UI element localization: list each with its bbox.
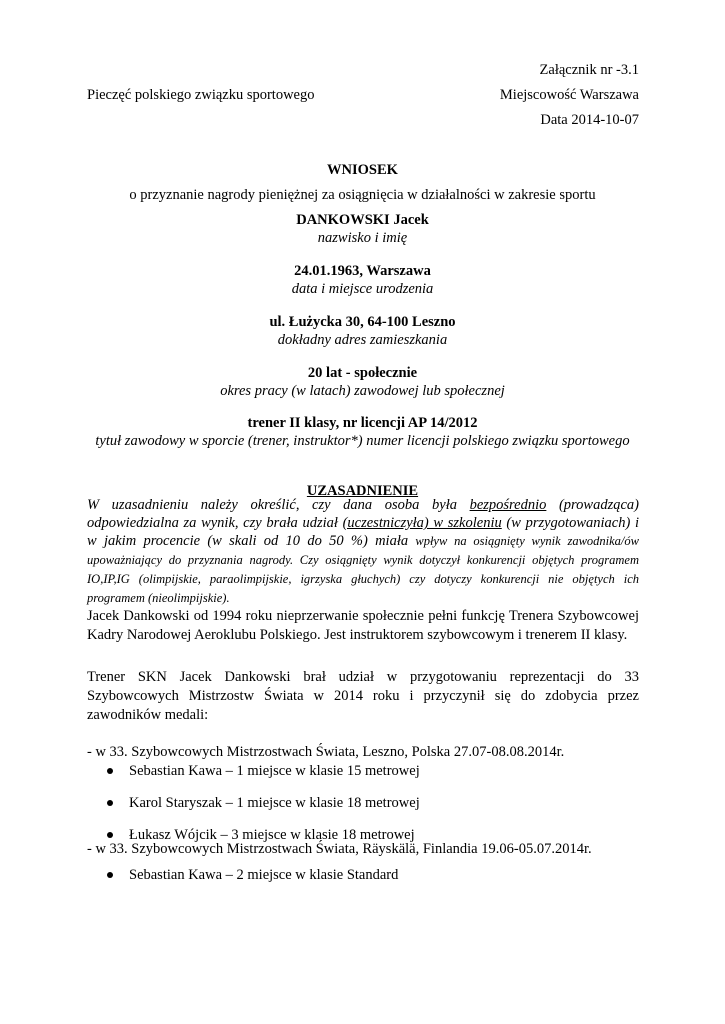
result-text: Karol Staryszak – 1 miejsce w klasie 18 metrowej (129, 795, 420, 811)
event-title: - w 33. Szybowcowych Mistrzostwach Świata, Leszno, Polska 27.07-08.08.2014r. (87, 744, 565, 760)
justification-instructions (87, 496, 639, 608)
field-address-caption: dokładny adres zamieszkania (277, 332, 448, 348)
instruction-directly: bezpośrednio (469, 497, 547, 513)
instruction-text-small: wpływ na osiągnięty wynik zawodnika/ów upoważniający do przyznania nagrody. Czy osiągnięty wynik dotyczył konkurencji objętych programem IO,IP,IG (olimpijskie, paraolimpijskie, igrzyska głuchych) czy dotyczy konkurencji nie objętych ich programem (nieolimpijskie). (87, 534, 639, 605)
field-name-value: DANKOWSKI Jacek (296, 212, 429, 228)
results-list (104, 762, 420, 848)
result-text: Łukasz Wójcik – 3 miejsce w klasie 18 metrowej (129, 827, 415, 843)
event-title: - w 33. Szybowcowych Mistrzostwach Świata, Räyskälä, Finlandia 19.06-05.07.2014r. (87, 841, 592, 857)
justification-heading: UZASADNIENIE (306, 483, 419, 499)
bullet-icon (107, 768, 113, 774)
bullet-icon (107, 872, 113, 878)
field-work-caption: okres pracy (w latach) zawodowej lub społecznej (220, 383, 505, 399)
result-text: Sebastian Kawa – 2 miejsce w klasie Standard (129, 867, 399, 883)
field-title-caption: tytuł zawodowy w sporcie (trener, instruktor*) numer licencji polskiego związku sportowego (95, 433, 630, 449)
bullet-icon (107, 800, 113, 806)
document-subtitle: o przyznanie nagrody pieniężnej za osiągnięcia w działalności w zakresie sportu (129, 187, 596, 203)
field-birth-value: 24.01.1963, Warszawa (294, 263, 431, 279)
list-item (104, 794, 420, 826)
stamp-label: Pieczęć polskiego związku sportowego (87, 87, 315, 103)
instruction-text: (prowadząca) odpowiedzialna za wynik, czy brała udział (87, 497, 639, 531)
instruction-text: (w przygotowaniach) i w jakim procencie (w skali od 10 do 50 %) miała (87, 515, 640, 549)
field-address-value: ul. Łużycka 30, 64-100 Leszno (269, 314, 456, 330)
field-work-value: 20 lat - społecznie (307, 365, 418, 381)
field-name-caption: nazwisko i imię (317, 230, 408, 246)
place-label: Miejscowość Warszawa (499, 87, 639, 103)
result-text: Sebastian Kawa – 1 miejsce w klasie 15 metrowej (129, 763, 420, 779)
list-item (104, 866, 398, 885)
field-birth-caption: data i miejsce urodzenia (291, 281, 434, 297)
instruction-text: W uzasadnieniu należy określić, czy dana osoba była (87, 497, 470, 513)
date-label: Data 2014-10-07 (540, 112, 639, 128)
instruction-training: (uczestniczyła) w szkoleniu (342, 515, 502, 531)
bullet-icon (107, 832, 113, 838)
list-item (104, 762, 420, 794)
justification-paragraph-2: Trener SKN Jacek Dankowski brał udział w przygotowaniu reprezentacji do 33 Szybowcowych Mistrzostw Świata w 2014 roku i przyczynił się do zdobycia przez zawodników medali: (87, 669, 639, 723)
justification-paragraph-1: Jacek Dankowski od 1994 roku nieprzerwanie społecznie pełni funkcję Trenera Szybowcowej Kadry Narodowej Aeroklubu Polskiego. Jest instruktorem szybowcowym i trenerem II klasy. (87, 608, 639, 643)
document-title: WNIOSEK (327, 162, 398, 178)
results-list (104, 866, 398, 885)
field-title-value: trener II klasy, nr licencji AP 14/2012 (247, 415, 478, 431)
attachment-number: Załącznik nr -3.1 (539, 62, 639, 78)
